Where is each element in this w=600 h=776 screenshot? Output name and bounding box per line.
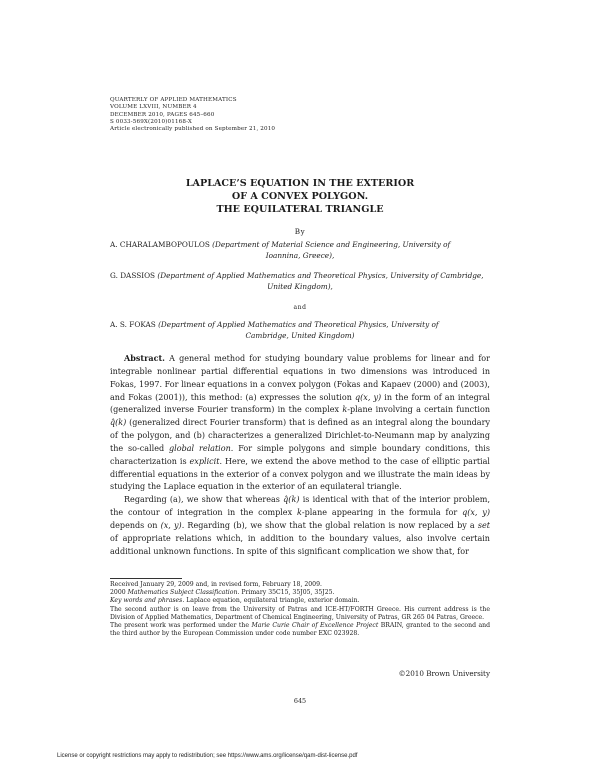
footnote-received: Received January 29, 2009 and, in revised form, February 18, 2009.: [110, 581, 322, 588]
author-1-affiliation: (Department of Material Science and Engineering, University of: [209, 240, 451, 249]
author-2: [110, 271, 490, 292]
journal-issn: S 0033-569X(2010)01168-X: [110, 118, 193, 125]
footnote-keywords: Key words and phrases. Laplace equation, equilateral triangle, exterior domain.: [110, 597, 360, 605]
footnote-rule: [110, 578, 182, 579]
copyright-notice: ©2010 Brown University: [398, 669, 490, 678]
author-1-affiliation-cont: Ioannina, Greece),: [265, 250, 335, 260]
abstract-paragraph-1: Abstract. A general method for studying boundary value problems for linear and for integrable nonlinear partial differential equations in two dimensions was introduced in Fokas, 1997. For linear equations in a convex polygon (Fokas and Kapaev (2000) and (2003), and Fokas (2001)), this method: (a) expresses the solution q(x, y) in the form of an integral (generalized inverse Fourier transform) in the complex k-plane involving a certain function q̂(k) (generalized direct Fourier transform) that is defined as an integral along the boundary of the polygon, and (b) characterizes a generalized Dirichlet-to-Neumann map by analyzing the so-called global relation. For simple polygons and simple boundary conditions, this characterization is explicit. Here, we extend the above method to the case of elliptic partial differential equations in the exterior of a convex polygon and we illustrate the main ideas by studying the Laplace equation in the exterior of an equilateral triangle.: [110, 353, 491, 492]
paper-title: [110, 177, 490, 216]
journal-published: Article electronically published on September 21, 2010: [110, 126, 276, 133]
license-notice: License or copyright restrictions may apply to redistribution; see https://www.ams.org/license/qam-dist-license.pdf: [57, 753, 358, 759]
journal-date-pages: DECEMBER 2010, PAGES 645–660: [110, 111, 215, 118]
and-label: and: [293, 304, 307, 311]
author-3-name: A. S. FOKAS: [110, 320, 156, 329]
author-1-name: A. CHARALAMBOPOULOS: [110, 240, 210, 249]
abstract: [110, 352, 490, 559]
journal-name: QUARTERLY OF APPLIED MATHEMATICS: [110, 97, 237, 103]
journal-header: [110, 97, 410, 133]
footnote-msc: 2000 Mathematics Subject Classification. Primary 35C15, 35J05, 35J25.: [110, 589, 335, 597]
author-3-affiliation-cont: Cambridge, United Kingdom): [245, 330, 355, 340]
by-label: By: [294, 227, 306, 236]
footnotes: [110, 581, 490, 638]
footnote-support: The present work was performed under the Marie Curie Chair of Excellence Project BRAIN, granted to the second and the third author by the European Commission under code number EXC 023928.: [110, 622, 490, 638]
author-2-name: G. DASSIOS: [110, 271, 156, 280]
journal-volume: VOLUME LXVIII, NUMBER 4: [110, 104, 197, 111]
author-1: [110, 240, 490, 261]
author-3: [110, 320, 490, 341]
author-3-affiliation: (Department of Applied Mathematics and Theoretical Physics, University of: [155, 320, 439, 329]
author-2-affiliation-cont: United Kingdom),: [267, 281, 333, 291]
abstract-heading: Abstract.: [124, 353, 165, 363]
title-line-2: OF A CONVEX POLYGON.: [231, 191, 369, 202]
title-line-1: LAPLACE’S EQUATION IN THE EXTERIOR: [185, 178, 415, 189]
page-number: 645: [293, 697, 307, 705]
title-line-3: THE EQUILATERAL TRIANGLE: [216, 204, 384, 215]
footnote-leave: The second author is on leave from the University of Patras and ICE-HT/FORTH Greece. His current address is the Division of Applied Mathematics, Department of Chemical Engineering, University of Patras, GR 265 04 Patras, Greece.: [110, 605, 490, 621]
author-2-affiliation: (Department of Applied Mathematics and Theoretical Physics, University of Cambridge,: [155, 271, 484, 280]
abstract-paragraph-2: Regarding (a), we show that whereas q̂(k) is identical with that of the interior problem, the contour of integration in the complex k-plane appearing in the formula for q(x, y) depends on (x, y). Regarding (b), we show that the global relation is now replaced by a set of appropriate relations which, in addition to the boundary values, also involve certain additional unknown functions. In spite of this significant complication we show that, for: [110, 495, 491, 556]
